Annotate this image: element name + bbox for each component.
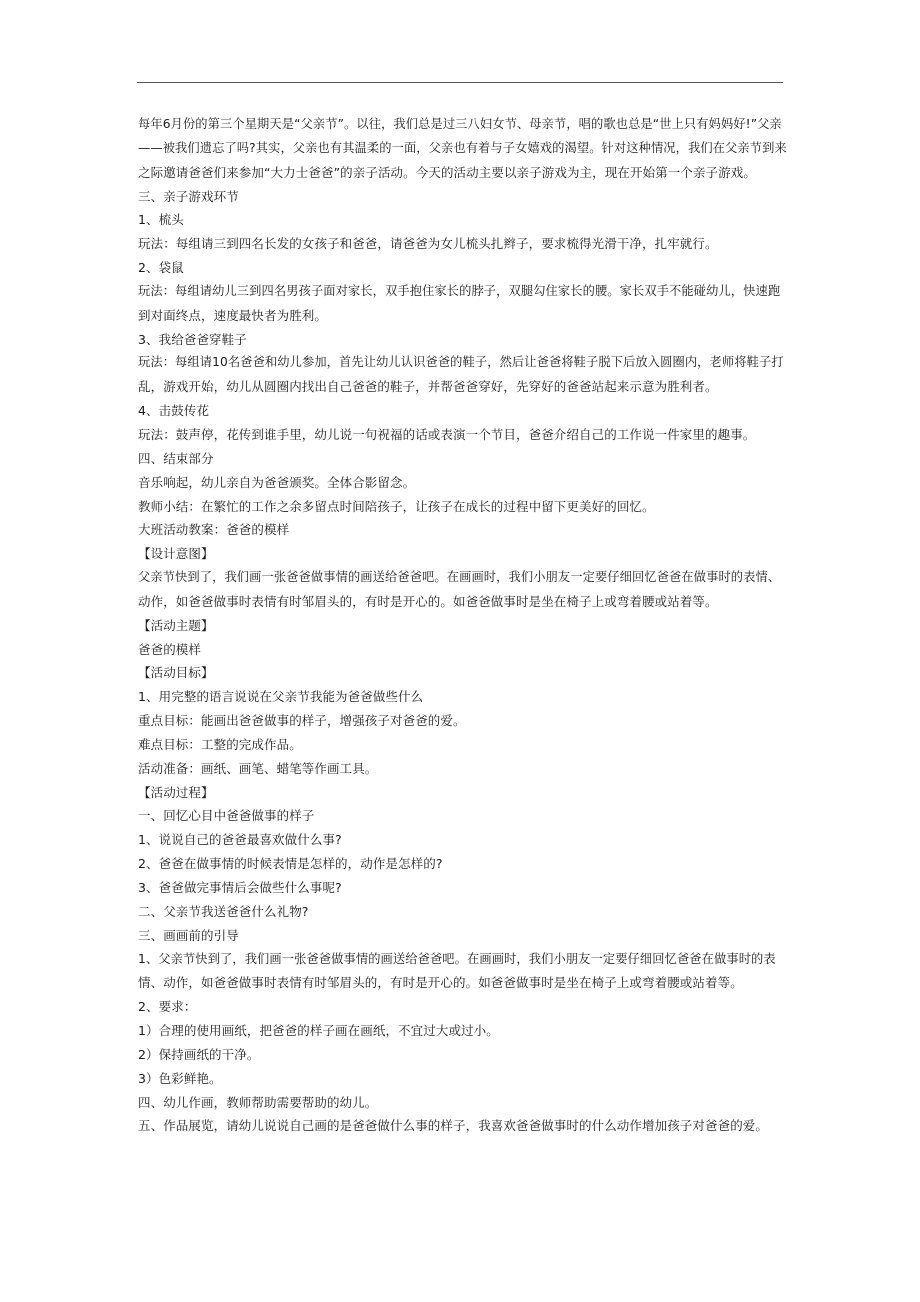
text-line: 2）保持画纸的干净。 xyxy=(138,1046,260,1062)
text-line: 三、画画前的引导 xyxy=(138,927,239,943)
text-line: 活动准备：画纸、画笔、蜡笔等作画工具。 xyxy=(138,760,378,776)
text-line: 玩法：每组请10名爸爸和幼儿参加，首先让幼儿认识爸爸的鞋子，然后让爸爸将鞋子脱下后放入圆圈内，老师将鞋子打 xyxy=(138,355,784,370)
text-line: 【活动过程】 xyxy=(138,784,214,800)
text-line: 玩法：每组请三到四名长发的女孩子和爸爸，请爸爸为女儿梳头扎辫子，要求梳得光滑干净，扎牢就行。 xyxy=(138,236,718,252)
text-line: 教师小结：在繁忙的工作之余多留点时间陪孩子，让孩子在成长的过程中留下更美好的回忆。 xyxy=(138,498,655,514)
text-line: 1、梳头 xyxy=(138,212,184,228)
text-line: ——被我们遗忘了吗?其实，父亲也有其温柔的一面，父亲也有着与子女嬉戏的渴望。针对这种情况，我们在父亲节到来 xyxy=(138,140,787,155)
text-line: 玩法：鼓声停，花传到谁手里，幼儿说一句祝福的话或表演一个节目，爸爸介绍自己的工作说一件家里的趣事。 xyxy=(138,426,756,442)
text-line: 情、动作，如爸爸做事时表情有时邹眉头的，有时是开心的。如爸爸做事时是坐在椅子上或弯着腰或站着等。 xyxy=(138,975,743,991)
text-line: 之际邀请爸爸们来参加“大力士爸爸”的亲子活动。今天的活动主要以亲子游戏为主，现在开始第一个亲子游戏。 xyxy=(138,164,756,180)
text-line: 4、击鼓传花 xyxy=(138,403,210,419)
text-line: 3、我给爸爸穿鞋子 xyxy=(138,331,247,347)
text-line: 音乐响起，幼儿亲自为爸爸颁奖。全体合影留念。 xyxy=(138,474,416,490)
text-line: 二、父亲节我送爸爸什么礼物? xyxy=(138,903,309,919)
text-line: 动作，如爸爸做事时表情有时邹眉头的，有时是开心的。如爸爸做事时是坐在椅子上或弯着腰或站着等。 xyxy=(138,593,718,609)
text-line: 1）合理的使用画纸，把爸爸的样子画在画纸，不宜过大或过小。 xyxy=(138,1023,499,1039)
text-line: 乱，游戏开始，幼儿从圆圈内找出自己爸爸的鞋子，并帮爸爸穿好，先穿好的爸爸站起来示意为胜利者。 xyxy=(138,379,718,395)
header-rule xyxy=(137,82,783,83)
text-line: 1、父亲节快到了，我们画一张爸爸做事情的画送给爸爸吧。在画画时，我们小朋友一定要仔细回忆爸爸在做事时的表 xyxy=(138,951,776,966)
text-line: 一、回忆心目中爸爸做事的样子 xyxy=(138,808,315,824)
text-line: 大班活动教案：爸爸的模样 xyxy=(138,522,290,538)
text-line: 三、亲子游戏环节 xyxy=(138,188,239,204)
text-line: 【活动主题】 xyxy=(138,617,214,633)
document-body xyxy=(138,113,788,1138)
text-line: 【设计意图】 xyxy=(138,546,214,562)
text-line: 五、作品展览，请幼儿说说自己画的是爸爸做什么事的样子，我喜欢爸爸做事时的什么动作增加孩子对爸爸的爱。 xyxy=(138,1118,769,1134)
text-line: 2、要求： xyxy=(138,999,197,1015)
text-line: 1、用完整的语言说说在父亲节我能为爸爸做些什么 xyxy=(138,689,424,705)
text-line: 2、爸爸在做事情的时候表情是怎样的，动作是怎样的? xyxy=(138,856,443,872)
text-line: 3）色彩鲜艳。 xyxy=(138,1070,222,1086)
text-line: 重点目标：能画出爸爸做事的样子，增强孩子对爸爸的爱。 xyxy=(138,713,466,729)
text-line: 【活动目标】 xyxy=(138,665,214,681)
text-line: 1、说说自己的爸爸最喜欢做什么事? xyxy=(138,832,342,848)
text-line: 3、爸爸做完事情后会做些什么事呢? xyxy=(138,880,342,895)
text-line: 到对面终点，速度最快者为胜利。 xyxy=(138,307,328,323)
text-line: 爸爸的模样 xyxy=(138,641,202,657)
text-line: 四、结束部分 xyxy=(138,450,214,466)
text-line: 2、袋鼠 xyxy=(138,260,184,276)
text-line: 父亲节快到了，我们画一张爸爸做事情的画送给爸爸吧。在画画时，我们小朋友一定要仔细回忆爸爸在做事时的表情、 xyxy=(138,570,781,585)
text-line: 每年6月份的第三个星期天是“父亲节”。以往，我们总是过三八妇女节、母亲节，唱的歌也总是“世上只有妈妈好!”父亲 xyxy=(138,117,782,131)
text-line: 四、幼儿作画，教师帮助需要帮助的幼儿。 xyxy=(138,1094,378,1110)
text-line: 难点目标：工整的完成作品。 xyxy=(138,736,302,752)
text-line: 玩法：每组请幼儿三到四名男孩子面对家长，双手抱住家长的脖子，双腿勾住家长的腰。家长双手不能碰幼儿，快速跑 xyxy=(138,283,781,298)
